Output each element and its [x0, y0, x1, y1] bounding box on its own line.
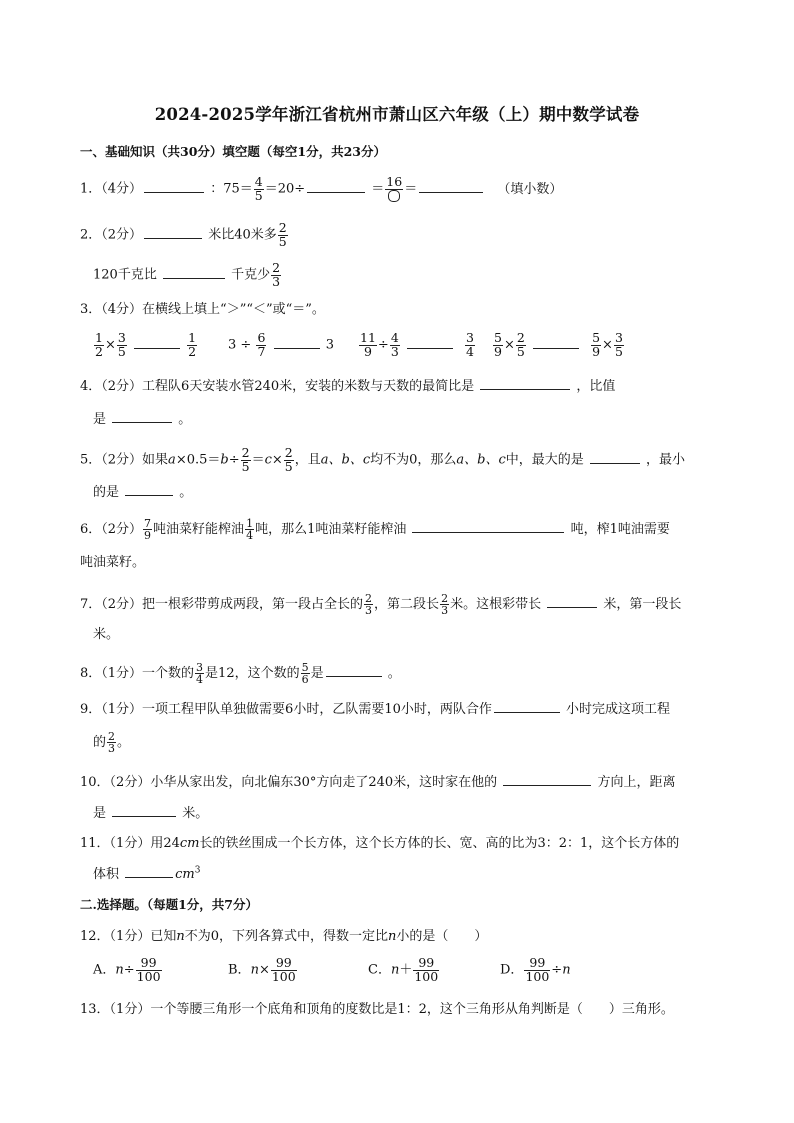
- question-10-line-2: 是 米。: [93, 806, 209, 821]
- q3-blank-4[interactable]: [533, 337, 579, 349]
- question-5-line-2: 的是 。: [93, 485, 193, 500]
- section-1-heading: 一、基础知识（共30分）填空题（每空1分，共23分）: [80, 144, 386, 159]
- q2-fraction: $\frac{2}{5}$: [278, 220, 287, 249]
- question-6-line-2: 吨油菜籽。: [80, 555, 146, 570]
- q1-text: ＝20÷: [264, 181, 306, 197]
- q2-text: 米比40米多: [208, 227, 277, 243]
- q4-blank-1[interactable]: [480, 378, 570, 390]
- q2-number: 2．（2分）: [80, 227, 143, 243]
- q6-blank-1[interactable]: [412, 521, 564, 533]
- q2-text: 千克少: [231, 267, 271, 283]
- question-4: 4．（2分）工程队6天安装水管240米，安装的米数与天数的最简比是 ，比值: [80, 379, 616, 394]
- question-13: 13．（1分）一个等腰三角形一个底角和顶角的度数比是1：2，这个三角形从角判断是（ ）三角形。: [80, 1002, 674, 1017]
- question-7: 7．（2分）把一根彩带剪成两段，第一段占全长的 $\frac{2}{3}$ ，第二段长 $\frac{2}{3}$ 米。这根彩带长 米，第一段长: [80, 592, 682, 617]
- question-1: [80, 176, 562, 202]
- q12-option-b[interactable]: B．n× $\frac{99}{100}$: [228, 955, 296, 984]
- q9-blank[interactable]: [494, 701, 560, 713]
- q8-blank[interactable]: [326, 665, 382, 677]
- question-11-line-2: 体积 $cm^3$: [93, 865, 201, 882]
- question-4-line-2: 是 。: [93, 412, 192, 427]
- question-7-line-2: 米。: [93, 627, 120, 642]
- q3-blank-2[interactable]: [274, 337, 320, 349]
- question-12: 12．（1分）已知n不为0，下列各算式中，得数一定比n小的是（ ）: [80, 929, 488, 944]
- q12-option-a[interactable]: A．n÷ $\frac{99}{100}$: [93, 955, 161, 984]
- q1-text: ＝: [371, 181, 385, 197]
- question-6: 6．（2分） $\frac{7}{9}$ 吨油菜籽能榨油 $\frac{1}{4}$ 吨，那么1吨油菜籽能榨油 吨，榨1吨油需要: [80, 517, 670, 542]
- question-5: 5．（2分）如果a×0.5＝b÷ $\frac{2}{5}$ ＝c× $\frac{2}{5}$ ，且a、b、c均不为0，那么a、b、c中，最大的是 ，最小: [80, 445, 686, 474]
- q1-text: ：75＝: [210, 181, 253, 197]
- q11-blank[interactable]: [125, 866, 173, 878]
- q3-expression-1: $\frac{1}{2}$ × $\frac{3}{5}$ $\frac{1}{2}$: [95, 330, 197, 359]
- q5-blank-2[interactable]: [125, 484, 173, 496]
- q2-blank-1[interactable]: [144, 227, 202, 239]
- page-title: 2024-2025学年浙江省杭州市萧山区六年级（上）期中数学试卷: [154, 105, 640, 124]
- q3-blank-3[interactable]: [407, 337, 453, 349]
- q5-blank-1[interactable]: [590, 452, 640, 464]
- q1-fraction-4-5: $\frac{4}{5}$: [254, 174, 263, 203]
- question-9-line-2: 的 $\frac{2}{3}$ 。: [93, 730, 131, 755]
- question-10: 10．（2分）小华从家出发，向北偏东30°方向走了240米，这时家在他的 方向上，距离: [80, 775, 676, 790]
- question-2-line-2: [93, 262, 282, 288]
- q1-number: 1．（4分）: [80, 181, 143, 197]
- q1-blank-2[interactable]: [307, 181, 365, 193]
- q4-blank-2[interactable]: [112, 411, 172, 423]
- q1-blank-1[interactable]: [144, 181, 204, 193]
- question-8: 8．（1分）一个数的 $\frac{3}{4}$ 是12，这个数的 $\frac{5}{6}$ 是 。: [80, 661, 401, 686]
- q3-blank-1[interactable]: [134, 337, 180, 349]
- question-9: 9．（1分）一项工程甲队单独做需要6小时，乙队需要10小时，两队合作 小时完成这项工程: [80, 702, 671, 717]
- q2-blank-2[interactable]: [163, 267, 225, 279]
- q3-expression-4: $\frac{5}{9}$ × $\frac{2}{5}$ $\frac{5}{9}$ × $\frac{3}{5}$: [494, 330, 623, 359]
- q2-text: 120千克比: [93, 267, 157, 283]
- q7-blank-1[interactable]: [547, 596, 597, 608]
- q2-fraction-2: $\frac{2}{3}$: [272, 260, 281, 289]
- q3-expression-2: 3 ÷ $\frac{6}{7}$ 3: [228, 330, 334, 359]
- q1-text: ＝: [404, 181, 418, 197]
- q12-option-c[interactable]: C．n＋ $\frac{99}{100}$: [368, 955, 439, 984]
- q12-option-d[interactable]: D． $\frac{99}{100}$ ÷n: [500, 955, 571, 984]
- question-2: [80, 222, 289, 248]
- q10-blank-1[interactable]: [503, 774, 591, 786]
- q3-expression-3: $\frac{11}{9}$ ÷ $\frac{4}{3}$ $\frac{3}{4}$: [360, 330, 474, 359]
- q1-note: （填小数）: [497, 181, 563, 197]
- q1-blank-3[interactable]: [419, 181, 483, 193]
- section-2-heading: 二.选择题。（每题1分，共7分）: [80, 897, 258, 912]
- q10-blank-2[interactable]: [112, 805, 176, 817]
- q1-fraction-16: 16: [385, 176, 403, 202]
- question-11: 11．（1分）用24cm长的铁丝围成一个长方体，这个长方体的长、宽、高的比为3：2：1，这个长方体的: [80, 836, 680, 851]
- question-3: 3．（4分）在横线上填上“＞”“＜”或“＝”。: [80, 302, 325, 317]
